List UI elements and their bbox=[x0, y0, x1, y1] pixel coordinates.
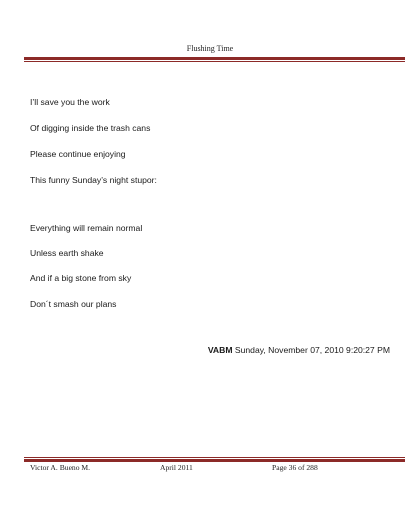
poem-line: And if a big stone from sky bbox=[30, 273, 132, 283]
signature-author: VABM bbox=[207, 345, 233, 355]
footer-page-number: Page 36 of 288 bbox=[272, 463, 318, 472]
footer-rule-thin bbox=[24, 457, 405, 458]
poem-line: Unless earth shake bbox=[30, 248, 104, 258]
poem-line: This funny Sunday’s night stupor: bbox=[30, 175, 157, 185]
poem-line: Of digging inside the trash cans bbox=[30, 123, 151, 133]
signature-datetime: Sunday, November 07, 2010 9:20:27 PM bbox=[234, 345, 390, 355]
header-rule-thin bbox=[24, 61, 405, 62]
signature bbox=[208, 345, 390, 355]
poem-line: Don´t smash our plans bbox=[30, 299, 117, 309]
poem-line: Please continue enjoying bbox=[30, 149, 126, 159]
poem-line: I’ll save you the work bbox=[30, 97, 110, 107]
footer-rule-thick bbox=[24, 459, 405, 462]
footer-date: April 2011 bbox=[160, 463, 193, 472]
footer-author: Victor A. Bueno M. bbox=[30, 463, 91, 472]
header-rule-thick bbox=[24, 57, 405, 60]
header-title: Flushing Time bbox=[186, 44, 234, 53]
poem-line: Everything will remain normal bbox=[30, 223, 143, 233]
